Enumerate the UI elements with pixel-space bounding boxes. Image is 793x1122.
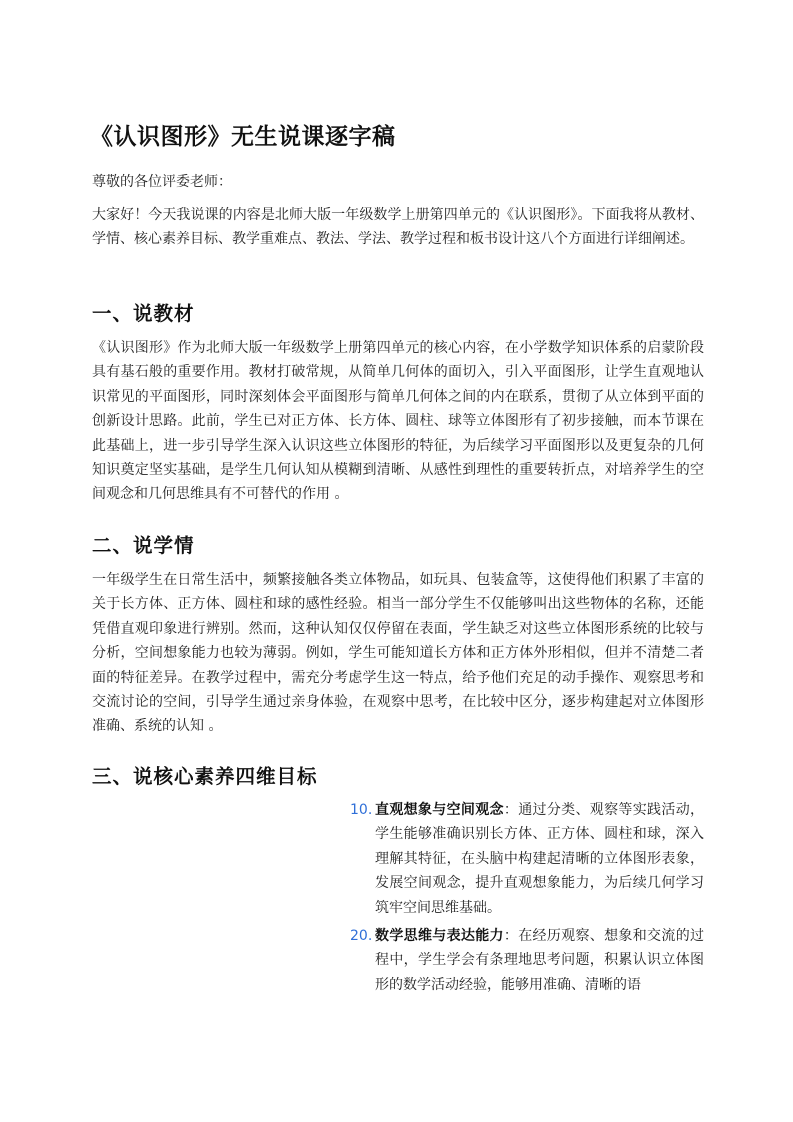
goal-number: 10. bbox=[350, 802, 373, 818]
goal-text: ：在经历观察、想象和交流的过程中，学生学会有条理地思考问题，积累认识立体图形的数学活动经验，能够用准确、清晰的语 bbox=[375, 928, 705, 993]
goal-body bbox=[350, 798, 704, 920]
section-body-textbook: 《认识图形》作为北师大版一年级数学上册第四单元的核心内容，在小学数学知识体系的启蒙阶段具有基石般的重要作用。教材打破常规，从简单几何体的面切入，引入平面图形，让学生直观地认识常见的平面图形，同时深刻体会平面图形与简单几何体之间的内在联系，贯彻了从立体到平面的创新设计思路。此前，学生已对正方体、长方体、圆柱、球等立体图形有了初步接触，而本节课在此基础上，进一步引导学生深入认识这些立体图形的特征，为后续学习平面图形以及更复杂的几何知识奠定坚实基础，是学生几何认知从模糊到清晰、从感性到理性的重要转折点，对培养学生的空间观念和几何思维具有不可替代的作用 。 bbox=[92, 340, 704, 503]
goal-list-item bbox=[350, 924, 704, 997]
section-heading-students: 二、说学情 bbox=[92, 534, 195, 557]
goal-label: 直观想象与空间观念 bbox=[375, 802, 504, 818]
section-heading-textbook: 一、说教材 bbox=[92, 302, 195, 325]
goal-body bbox=[350, 924, 704, 997]
greeting: 尊敬的各位评委老师： bbox=[92, 174, 232, 190]
intro-paragraph: 大家好！今天我说课的内容是北师大版一年级数学上册第四单元的《认识图形》。下面我将从教材、学情、核心素养目标、教学重难点、教法、学法、教学过程和板书设计这八个方面进行详细阐述。 bbox=[92, 207, 704, 248]
section-heading-goals: 三、说核心素养四维目标 bbox=[92, 765, 318, 788]
goal-text: ：通过分类、观察等实践活动，学生能够准确识别长方体、正方体、圆柱和球，深入理解其特征，在头脑中构建起清晰的立体图形表象，发展空间观念，提升直观想象能力，为后续几何学习筑牢空间思维基础。 bbox=[375, 802, 705, 916]
section-body-students: 一年级学生在日常生活中，频繁接触各类立体物品，如玩具、包装盒等，这使得他们积累了丰富的关于长方体、正方体、圆柱和球的感性经验。相当一部分学生不仅能够叫出这些物体的名称，还能凭借直观印象进行辨别。然而，这种认知仅仅停留在表面，学生缺乏对这些立体图形系统的比较与分析，空间想象能力也较为薄弱。例如，学生可能知道长方体和正方体外形相似，但并不清楚二者面的特征差异。在教学过程中，需充分考虑学生这一特点，给予他们充足的动手操作、观察思考和交流讨论的空间，引导学生通过亲身体验，在观察中思考，在比较中区分，逐步构建起对立体图形准确、系统的认知 。 bbox=[92, 572, 704, 735]
goal-number: 20. bbox=[350, 928, 373, 944]
goal-list-item bbox=[350, 798, 704, 920]
goal-label: 数学思维与表达能力 bbox=[375, 928, 504, 944]
document-title: 《认识图形》无生说课逐字稿 bbox=[90, 124, 396, 150]
